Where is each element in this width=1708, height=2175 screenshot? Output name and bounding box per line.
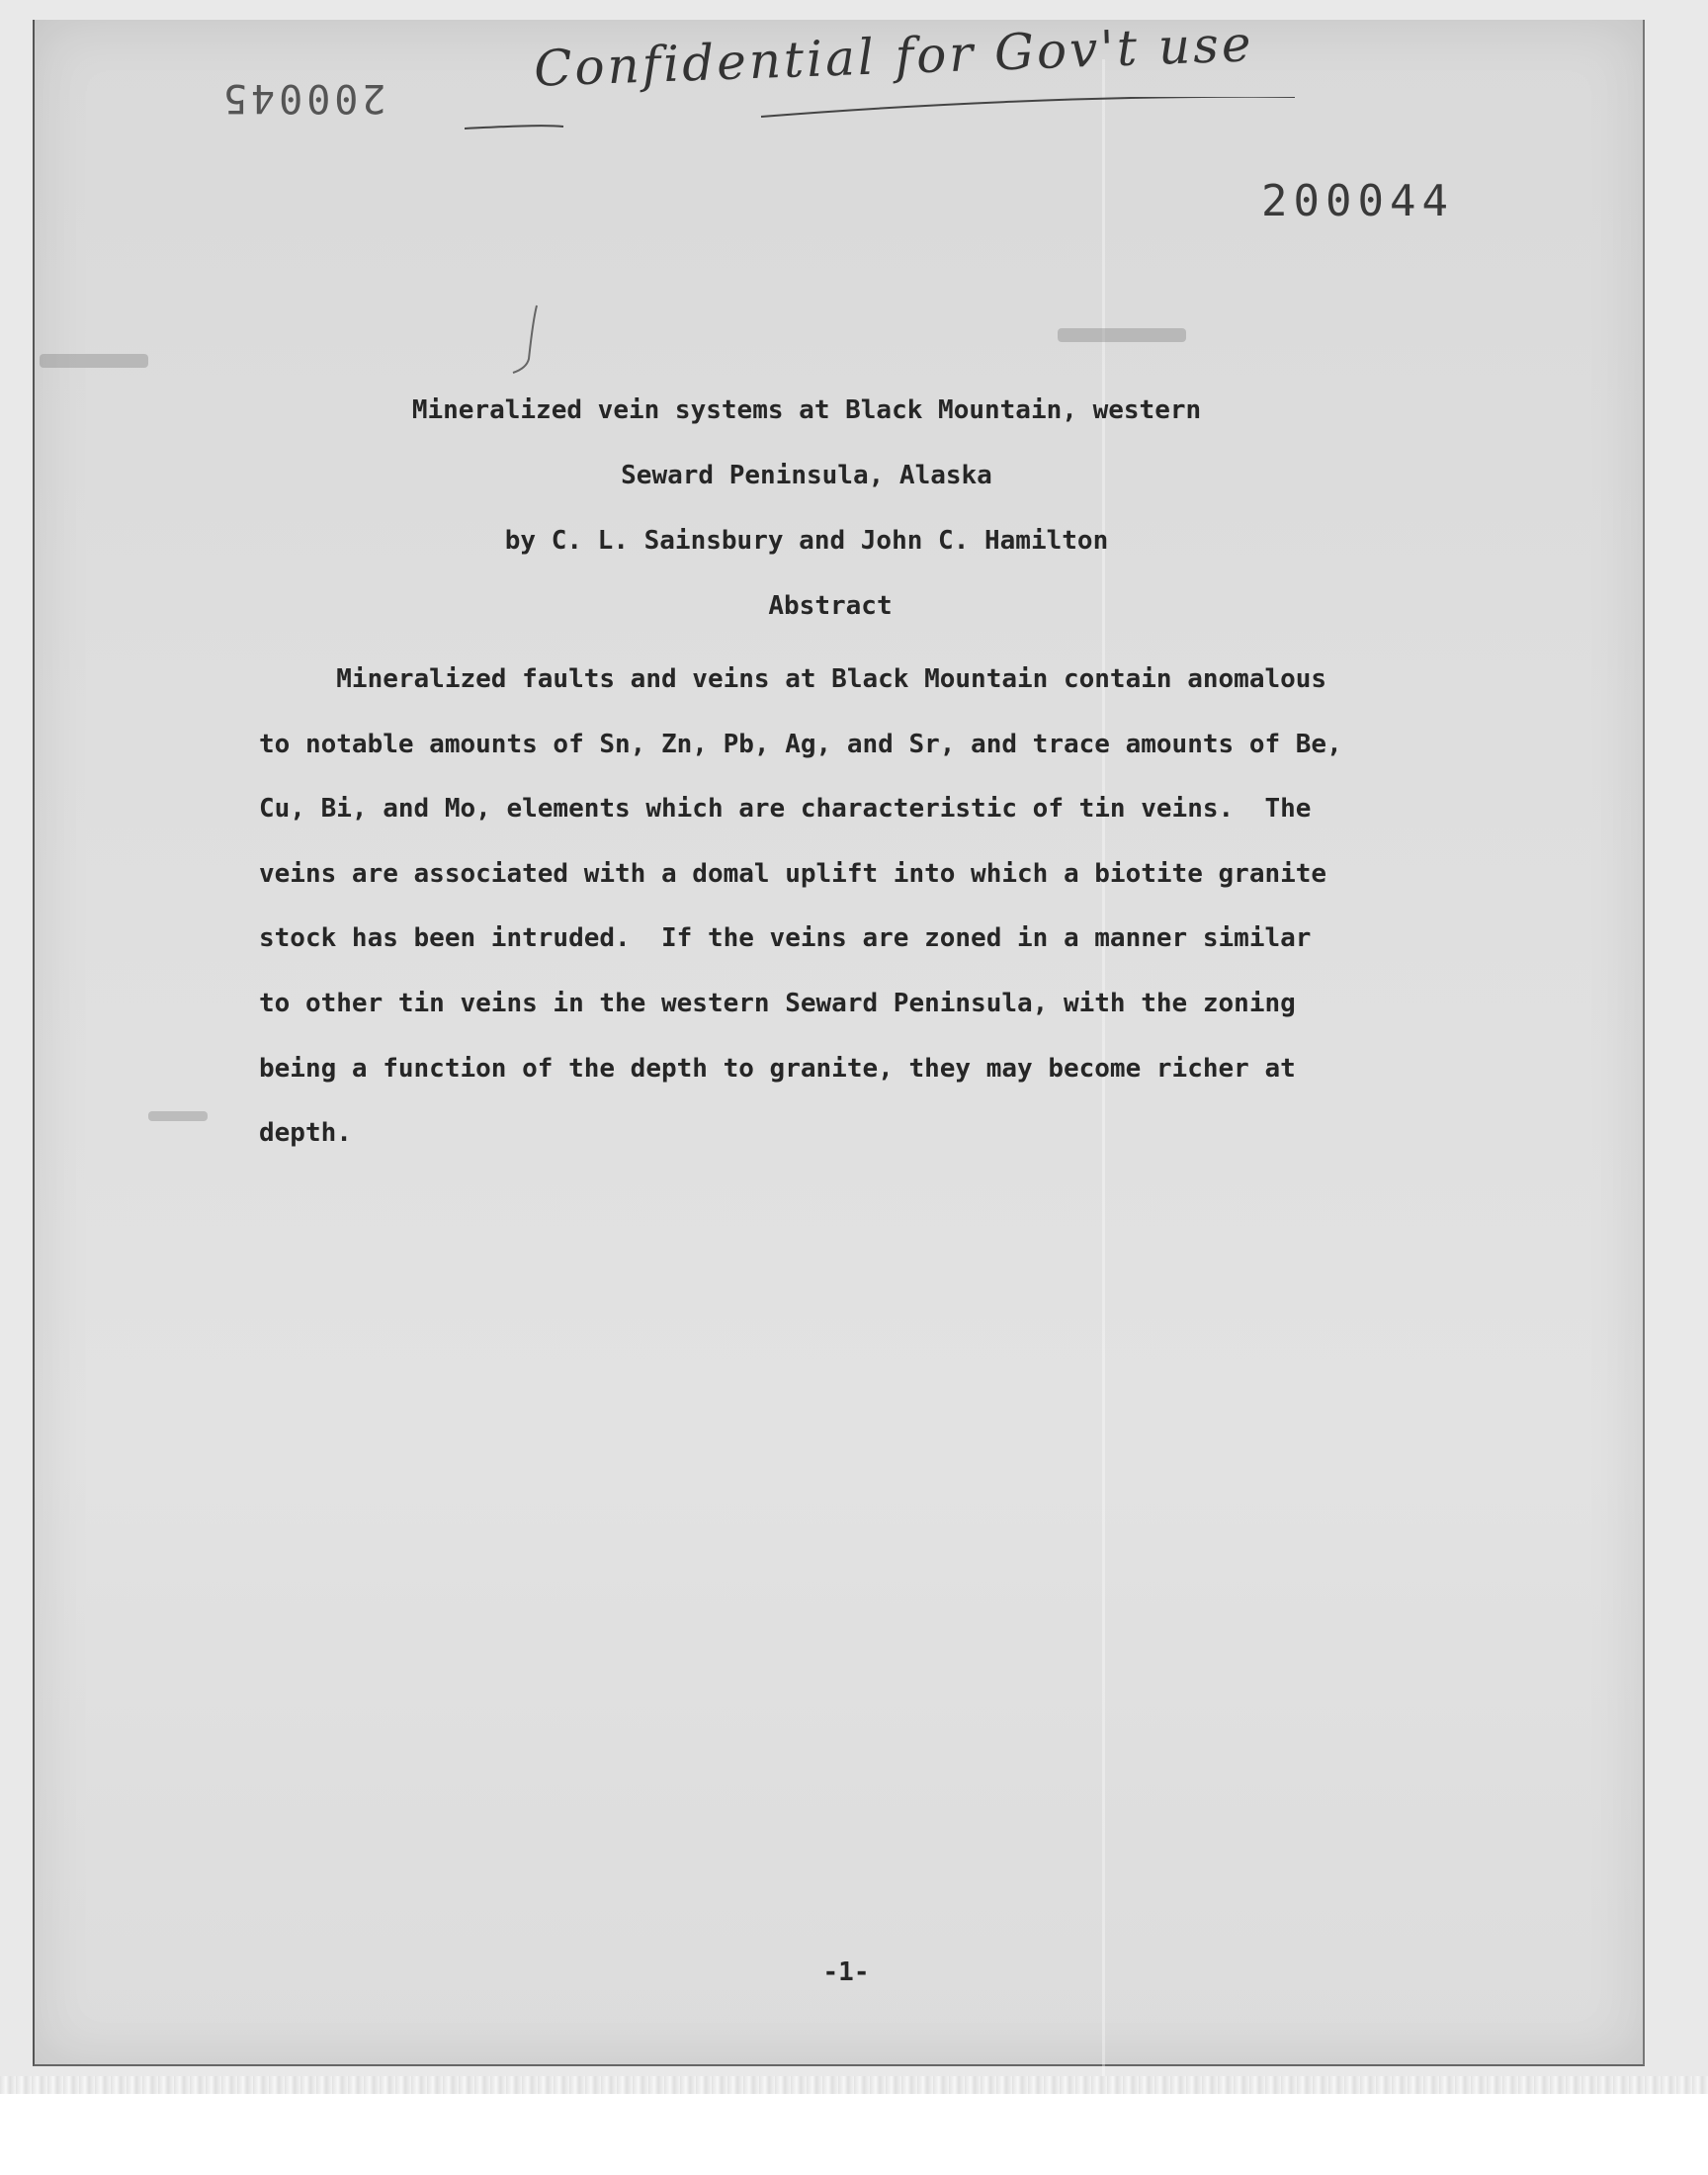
title-line-2: Seward Peninsula, Alaska (621, 461, 992, 490)
abstract-body (259, 648, 1425, 1167)
authors-line: by C. L. Sainsbury and John C. Hamilton (504, 526, 1109, 556)
scan-smudge (1058, 328, 1186, 342)
abstract-line: to notable amounts of Sn, Zn, Pb, Ag, and Sr, and trace amounts of Be, (259, 729, 1342, 759)
abstract-line: veins are associated with a domal uplift into which a biotite granite (259, 858, 1327, 889)
handwritten-underline (465, 97, 1295, 136)
abstract-line: being a function of the depth to granite, they may become richer at (259, 1053, 1296, 1084)
title-line-1: Mineralized vein systems at Black Mountain, western (411, 395, 1202, 425)
pen-mark (509, 302, 549, 376)
abstract-line: Cu, Bi, and Mo, elements which are characteristic of tin veins. The (259, 794, 1312, 825)
abstract-line: Mineralized faults and veins at Black Mountain contain anomalous (259, 664, 1327, 694)
abstract-line: depth. (259, 1118, 352, 1149)
scan-smudge (40, 354, 148, 368)
document-number-stamp: 200044 (1261, 176, 1454, 226)
abstract-heading: Abstract (768, 591, 893, 621)
abstract-line: to other tin veins in the western Seward Peninsula, with the zoning (259, 988, 1296, 1018)
scan-edge-strip (0, 2076, 1708, 2094)
abstract-line: stock has been intruded. If the veins are zoned in a manner similar (259, 923, 1312, 954)
page-number: -1- (822, 1958, 870, 1987)
scan-smudge (148, 1111, 208, 1121)
mirrored-bleedthrough-stamp: 200045 (219, 75, 386, 121)
handwritten-note: Confidential for Gov't use (533, 15, 1255, 98)
